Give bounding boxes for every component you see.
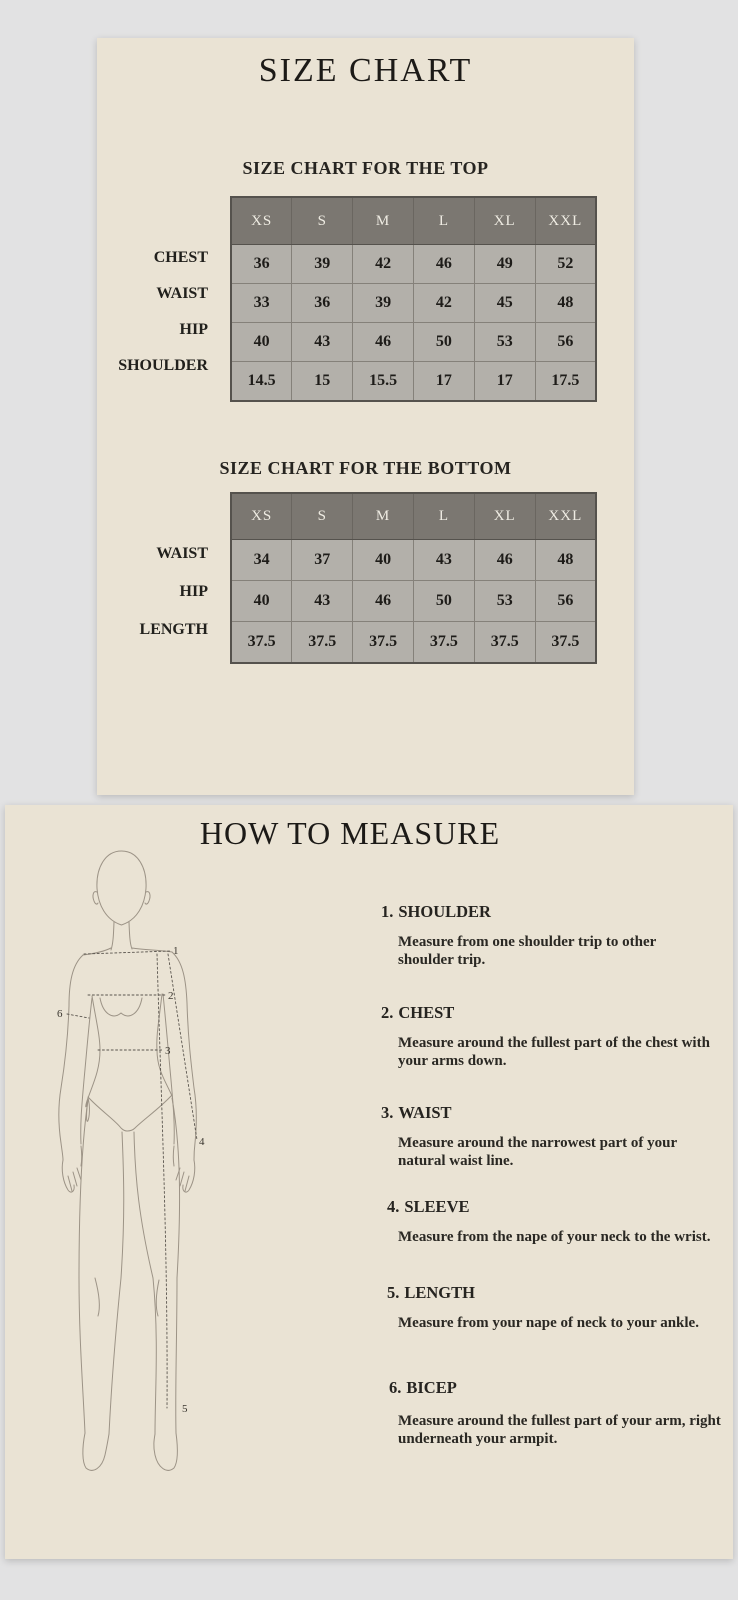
figure-arm-left-inner: [81, 998, 92, 1144]
item-term: SHOULDER: [398, 902, 491, 921]
figure-leg-left-inner: [109, 1132, 124, 1434]
size-cell: 37.5: [292, 622, 353, 664]
figure-brief-left: [88, 1097, 127, 1131]
size-cell: 37.5: [474, 622, 535, 664]
item-number: 6.: [389, 1378, 402, 1397]
size-column-header: XL: [474, 197, 535, 245]
figure-label-1: 1: [173, 945, 179, 957]
figure-knee-right: [156, 1280, 159, 1316]
size-column-header: XL: [474, 493, 535, 540]
table-row: [231, 284, 596, 323]
size-cell: 45: [474, 284, 535, 323]
table-row: [231, 540, 596, 581]
item-number: 2.: [381, 1003, 394, 1022]
size-cell: 37.5: [231, 622, 292, 664]
how-to-measure-card: [5, 805, 733, 1559]
size-column-header: L: [413, 493, 474, 540]
figure-label-3: 3: [165, 1045, 171, 1057]
measure-item-waist: [381, 1103, 715, 1170]
body-measurement-figure: [55, 848, 215, 1478]
measure-description: Measure from your nape of neck to your ankle.: [398, 1315, 699, 1331]
measure-description: Measure from one shoulder trip to other shoulder trip.: [398, 934, 657, 968]
size-cell: 17.5: [535, 362, 596, 402]
size-cell: 17: [474, 362, 535, 402]
size-cell: 42: [413, 284, 474, 323]
figure-brief-right: [127, 1095, 172, 1131]
how-to-measure-title: HOW TO MEASURE: [199, 815, 501, 851]
row-label: SHOULDER: [118, 357, 208, 374]
top-size-table: [230, 196, 597, 402]
size-cell: 37.5: [535, 622, 596, 664]
measure-item-chest: [381, 1003, 715, 1070]
size-cell: 50: [413, 323, 474, 362]
size-column-header: XXL: [535, 493, 596, 540]
measure-description: Measure around the fullest part of the chest with your arms down.: [398, 1035, 710, 1069]
bottom-size-table-block: [97, 492, 597, 664]
sleeve-measure-line: [168, 954, 197, 1140]
figure-arm-left: [59, 955, 83, 1160]
size-cell: 39: [292, 245, 353, 284]
size-cell: 15.5: [353, 362, 414, 402]
figure-knee-left: [95, 1278, 99, 1316]
figure-leg-right-outer: [172, 1098, 180, 1433]
size-cell: 48: [535, 284, 596, 323]
size-cell: 40: [231, 581, 292, 622]
size-cell: 39: [353, 284, 414, 323]
row-label: WAIST: [156, 545, 208, 562]
size-cell: 56: [535, 581, 596, 622]
item-number: 4.: [387, 1197, 400, 1216]
row-label: HIP: [179, 321, 208, 338]
size-cell: 43: [413, 540, 474, 581]
measure-description: Measure from the nape of your neck to the wrist.: [398, 1229, 711, 1245]
measure-heading: [387, 1197, 721, 1217]
row-label: HIP: [179, 583, 208, 600]
size-cell: 52: [535, 245, 596, 284]
size-cell: 40: [353, 540, 414, 581]
size-cell: 43: [292, 581, 353, 622]
size-cell: 43: [292, 323, 353, 362]
figure-label-2: 2: [168, 990, 174, 1002]
figure-arm-right-inner: [163, 994, 174, 1144]
size-cell: 48: [535, 540, 596, 581]
figure-label-4: 4: [199, 1136, 205, 1148]
item-number: 1.: [381, 902, 394, 921]
measure-item-length: [387, 1283, 721, 1332]
item-term: SLEEVE: [404, 1197, 470, 1216]
size-cell: 37: [292, 540, 353, 581]
measure-description: Measure around the narrowest part of your natural waist line.: [398, 1135, 677, 1169]
size-cell: 36: [292, 284, 353, 323]
table-row: [231, 622, 596, 664]
measure-item-shoulder: [381, 902, 715, 969]
table-row: [231, 581, 596, 622]
table-header-row: [231, 493, 596, 540]
size-column-header: S: [292, 493, 353, 540]
size-cell: 14.5: [231, 362, 292, 402]
measure-heading: [381, 1103, 715, 1123]
figure-hand-right: [173, 1146, 189, 1191]
table-header-row: [231, 197, 596, 245]
size-chart-card: [97, 38, 634, 795]
size-cell: 46: [413, 245, 474, 284]
size-cell: 37.5: [353, 622, 414, 664]
bottom-table-row-labels: [97, 492, 230, 664]
figure-bust: [100, 998, 142, 1016]
figure-head: [97, 851, 146, 925]
item-number: 3.: [381, 1103, 394, 1122]
size-column-header: L: [413, 197, 474, 245]
size-chart-title: SIZE CHART: [258, 52, 473, 89]
size-column-header: M: [353, 493, 414, 540]
row-label: CHEST: [153, 249, 208, 266]
row-label: LENGTH: [139, 621, 208, 638]
figure-neck: [129, 922, 132, 949]
table-row: [231, 245, 596, 284]
bottom-size-table: [230, 492, 597, 664]
size-cell: 40: [231, 323, 292, 362]
item-term: WAIST: [398, 1103, 452, 1122]
size-column-header: XXL: [535, 197, 596, 245]
size-cell: 53: [474, 323, 535, 362]
measure-item-sleeve: [387, 1197, 721, 1246]
size-column-header: S: [292, 197, 353, 245]
size-column-header: XS: [231, 493, 292, 540]
item-term: BICEP: [406, 1378, 457, 1397]
size-cell: 56: [535, 323, 596, 362]
size-column-header: M: [353, 197, 414, 245]
measure-heading: [387, 1283, 721, 1303]
bicep-measure-line: [67, 1014, 89, 1018]
figure-leg-right-inner: [134, 1132, 156, 1434]
measure-heading: [389, 1378, 723, 1398]
measure-heading: [381, 902, 715, 922]
size-cell: 53: [474, 581, 535, 622]
size-cell: 49: [474, 245, 535, 284]
figure-torso-left: [88, 996, 100, 1098]
size-cell: 46: [353, 581, 414, 622]
table-row: [231, 362, 596, 402]
figure-label-6: 6: [57, 1008, 63, 1020]
size-cell: 46: [474, 540, 535, 581]
row-label: WAIST: [156, 285, 208, 302]
size-cell: 50: [413, 581, 474, 622]
size-cell: 36: [231, 245, 292, 284]
size-cell: 15: [292, 362, 353, 402]
size-cell: 42: [353, 245, 414, 284]
item-term: LENGTH: [404, 1283, 475, 1302]
figure-foot-left: [83, 1433, 109, 1470]
top-table-row-labels: [97, 196, 230, 402]
bottom-table-title: SIZE CHART FOR THE BOTTOM: [219, 458, 512, 478]
item-number: 5.: [387, 1283, 400, 1302]
figure-label-5: 5: [182, 1403, 188, 1415]
size-cell: 17: [413, 362, 474, 402]
size-cell: 37.5: [413, 622, 474, 664]
size-cell: 46: [353, 323, 414, 362]
figure-leg-left-outer: [79, 1100, 88, 1433]
measure-item-bicep: [389, 1378, 723, 1448]
figure-hand-left: [68, 1146, 82, 1191]
size-cell: 33: [231, 284, 292, 323]
measure-description: Measure around the fullest part of your arm, right underneath your armpit.: [398, 1413, 721, 1447]
size-column-header: XS: [231, 197, 292, 245]
figure-foot-right: [154, 1433, 177, 1470]
item-term: CHEST: [398, 1003, 455, 1022]
top-size-table-block: [97, 196, 597, 402]
size-cell: 34: [231, 540, 292, 581]
top-table-title: SIZE CHART FOR THE TOP: [242, 158, 489, 178]
figure-neck: [111, 922, 114, 950]
measure-heading: [381, 1003, 715, 1023]
table-row: [231, 323, 596, 362]
